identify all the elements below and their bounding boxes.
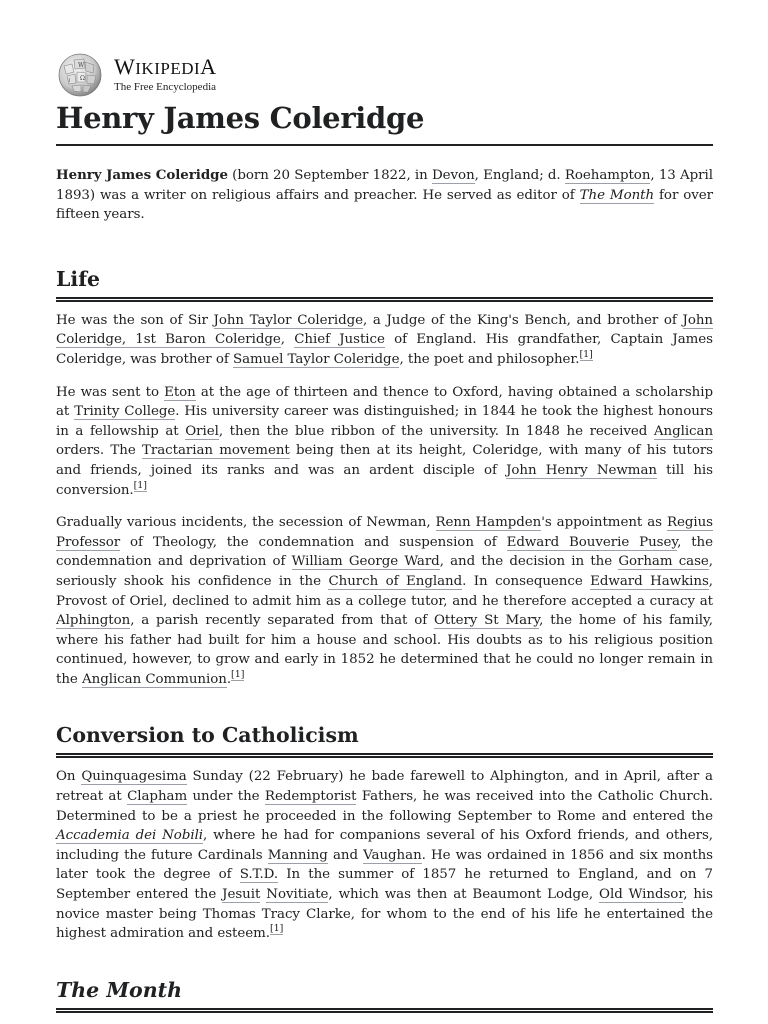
text: , the poet and philosopher. <box>399 351 580 367</box>
link-jesuit[interactable]: Jesuit <box>222 887 261 903</box>
life-paragraph-2 <box>56 383 713 501</box>
text: . In consequence <box>462 573 591 589</box>
link-std[interactable]: S.T.D. <box>239 867 279 883</box>
link-oriel[interactable]: Oriel <box>185 423 219 439</box>
link-anglican-communion[interactable]: Anglican Communion <box>82 671 227 687</box>
text: , Provost of Oriel, declined to admit him as a college tutor, and he therefore accepted a curacy at <box>56 573 713 609</box>
text: , a parish recently separated from that of <box>130 613 434 629</box>
text: , <box>280 332 295 348</box>
text: Gradually various incidents, the secession of Newman, <box>56 515 436 531</box>
svg-text:W: W <box>78 62 85 69</box>
text: . He was ordained in 1856 and six months later took the degree of <box>56 847 713 883</box>
text: . His university career was distinguished; in 1844 he took the highest honours in a fellowship at <box>56 404 713 439</box>
link-william-george-ward[interactable]: William George Ward <box>291 554 440 570</box>
text: , seriously shook his confidence in the <box>56 554 713 589</box>
text: On <box>56 769 82 785</box>
lead-paragraph <box>56 166 713 225</box>
site-name <box>114 56 217 80</box>
link-novitiate[interactable]: Novitiate <box>266 887 329 903</box>
link-roehampton[interactable]: Roehampton <box>564 168 651 183</box>
link-gorham-case[interactable]: Gorham case <box>618 554 709 570</box>
text: He was sent to <box>56 384 165 400</box>
text: , and the decision in the <box>439 554 619 570</box>
link-redemptorist[interactable]: Redemptorist <box>264 789 357 805</box>
link-john-henry-newman[interactable]: John Henry Newman <box>506 462 657 478</box>
svg-text:Ω: Ω <box>80 75 85 82</box>
conversion-paragraph-1 <box>56 767 713 943</box>
site-name-middle: IKIPEDI <box>135 59 201 78</box>
link-devon[interactable]: Devon <box>431 168 475 183</box>
link-manning[interactable]: Manning <box>267 847 328 863</box>
text: for over fifteen years. <box>56 187 713 223</box>
site-header[interactable] <box>56 52 713 98</box>
link-renn-hampden[interactable]: Renn Hampden <box>435 515 542 531</box>
text: till his conversion. <box>56 462 713 498</box>
text: In the summer of 1857 he returned to England, and on 7 September entered the <box>56 867 714 903</box>
link-chief-justice[interactable]: Chief Justice <box>294 332 385 348</box>
text: , where he had for companions several of his Oxford friends, and others, including the future Cardinals <box>56 828 714 863</box>
text: , 13 April 1893) was a writer on religious affairs and preacher. He served as editor of <box>56 168 713 203</box>
text: being then at its height, Coleridge, with many of his tutors and friends, joined its ranks and was an ardent disciple of <box>56 443 714 478</box>
text: Sunday (22 February) he bade farewell to Alphington, and in April, after a retreat at <box>56 769 713 805</box>
text: orders. The <box>56 443 143 459</box>
article-page <box>56 52 713 1013</box>
link-tractarian-movement[interactable]: Tractarian movement <box>142 443 290 459</box>
text: , the home of his family, where his father had built for him a house and school. His doubts as to his religious position continued, however, to grow and early in 1852 he determined that he could no longer remain in the <box>56 613 713 687</box>
text: under the <box>187 789 265 805</box>
citation-ref[interactable]: [1] <box>269 923 284 935</box>
text: at the age of thirteen and thence to Oxford, having obtained a scholarship at <box>56 384 713 420</box>
link-accademia-dei-nobili[interactable]: Accademia dei Nobili <box>56 828 204 844</box>
link-regius-professor[interactable]: Regius Professor <box>56 515 713 550</box>
link-edward-hawkins[interactable]: Edward Hawkins <box>590 573 709 589</box>
text: , which was then at Beaumont Lodge, <box>328 887 600 903</box>
lead-bold-name: Henry James Coleridge <box>56 167 228 183</box>
life-paragraph-3 <box>56 513 713 689</box>
link-eton[interactable]: Eton <box>164 384 196 400</box>
text: He was the son of Sir <box>56 312 214 328</box>
text: of England. His grandfather, Captain James Coleridge, was brother of <box>56 332 713 367</box>
text: Fathers, he was received into the Catholic Church. Determined to be a priest he proceeded in the following September to Rome and entered the <box>56 789 713 824</box>
link-alphington[interactable]: Alphington <box>56 613 131 629</box>
site-name-final: A <box>200 54 217 79</box>
text: , then the blue ribbon of the university. In 1848 he received <box>218 423 654 439</box>
life-paragraph-1 <box>56 311 713 370</box>
link-edward-bouverie-pusey[interactable]: Edward Bouverie Pusey <box>506 534 678 550</box>
text: and <box>327 847 364 863</box>
link-john-taylor-coleridge[interactable]: John Taylor Coleridge <box>213 312 364 328</box>
link-quinquagesima[interactable]: Quinquagesima <box>81 769 187 785</box>
link-old-windsor[interactable]: Old Windsor <box>599 887 684 903</box>
site-name-initial: W <box>114 54 136 79</box>
section-heading-life: Life <box>56 266 713 302</box>
text: , his novice master being Thomas Tracy Clarke, for whom to the end of his life he entertained the highest admiration and esteem. <box>56 887 713 942</box>
link-vaughan[interactable]: Vaughan <box>363 847 422 863</box>
section-heading-conversion: Conversion to Catholicism <box>56 722 713 758</box>
link-ottery-st-mary[interactable]: Ottery St Mary <box>433 613 540 629</box>
text: . <box>226 671 232 687</box>
link-church-of-england[interactable]: Church of England <box>328 573 463 589</box>
text: (born 20 September 1822, in <box>227 168 432 183</box>
site-tagline: The Free Encyclopedia <box>114 81 217 93</box>
link-the-month[interactable]: The Month <box>579 187 655 203</box>
link-samuel-taylor-coleridge[interactable]: Samuel Taylor Coleridge <box>232 351 400 367</box>
section-heading-the-month: The Month <box>56 977 713 1013</box>
text: , a Judge of the King's Bench, and brother of <box>363 312 683 328</box>
link-trinity-college[interactable]: Trinity College <box>74 404 176 420</box>
text: 's appointment as <box>541 515 667 531</box>
wordmark <box>114 56 217 94</box>
citation-ref[interactable]: [1] <box>133 479 147 491</box>
text: of Theology, the condemnation and suspension of <box>120 534 507 550</box>
wikipedia-globe-logo[interactable] <box>56 52 104 98</box>
page-title: Henry James Coleridge <box>56 100 713 146</box>
text: , the condemnation and deprivation of <box>56 534 713 570</box>
link-anglican[interactable]: Anglican <box>653 423 714 439</box>
svg-text:ا: ا <box>69 78 71 84</box>
citation-ref[interactable]: [1] <box>579 348 593 360</box>
citation-ref[interactable]: [1] <box>231 668 245 680</box>
link-clapham[interactable]: Clapham <box>127 789 188 805</box>
link-john-coleridge-baron[interactable]: John Coleridge, 1st Baron Coleridge <box>56 312 713 348</box>
text: , England; d. <box>474 168 565 183</box>
